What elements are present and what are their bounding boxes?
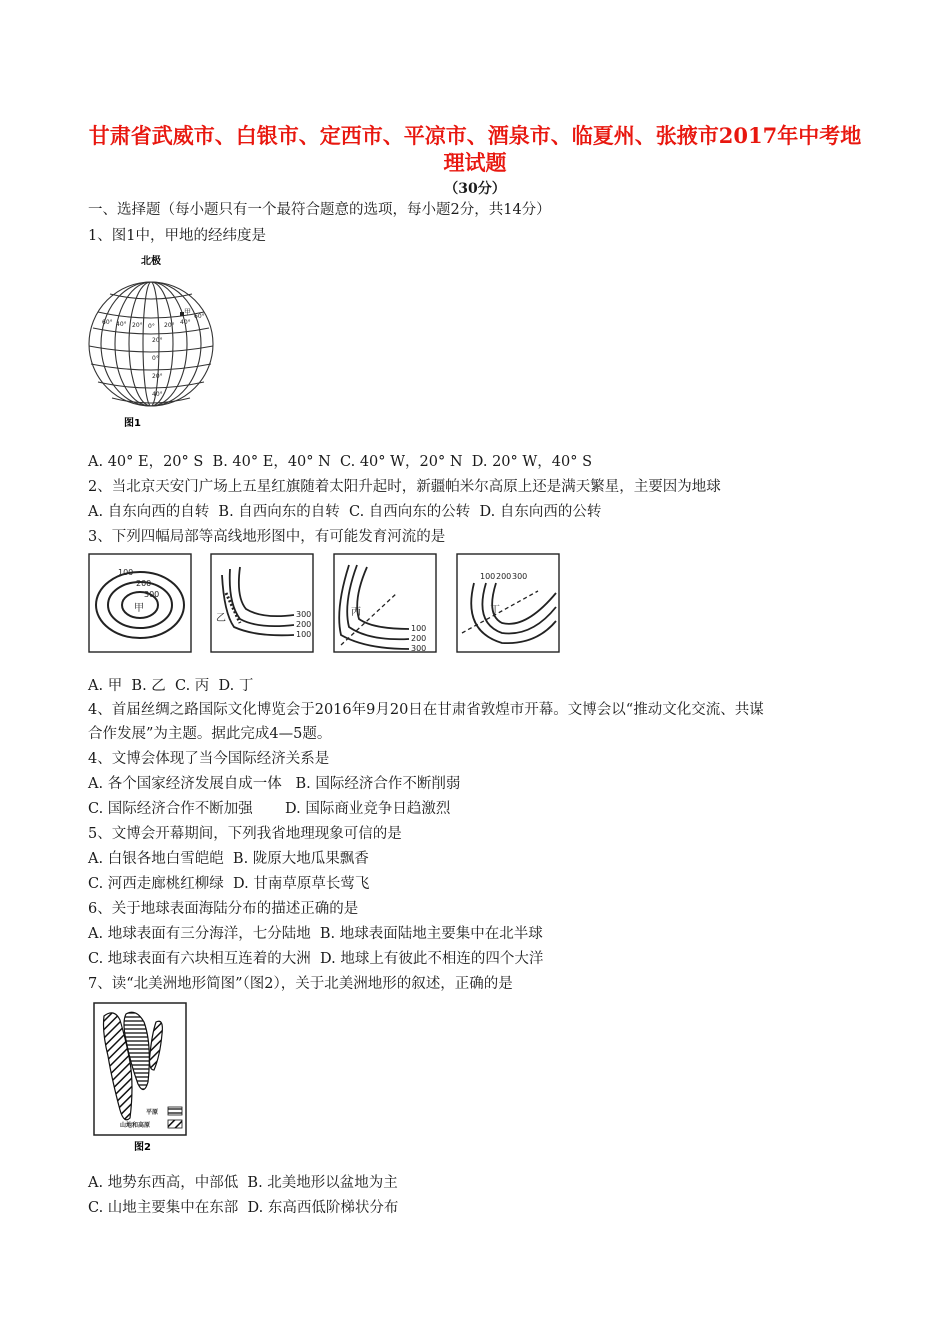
map-yi-contour-2: 200 — [296, 620, 312, 629]
legend-plain-swatch — [168, 1107, 182, 1115]
legend-plain-label: 平原 — [146, 1109, 159, 1116]
title-line-1: 甘肃省武威市、白银市、定西市、平凉市、酒泉市、临夏州、张掖市2017年中考地 — [88, 123, 862, 148]
map-jia-label: 甲 — [134, 603, 144, 614]
q7-options-2: C. 山地主要集中在东部 D. 东高西低阶梯状分布 — [88, 1200, 399, 1216]
map-bing-label: 丙 — [351, 607, 361, 618]
eastern-highlands — [150, 1021, 163, 1070]
map-ding-label: 丁 — [490, 605, 500, 616]
q1-stem: 1、图1中，甲地的经纬度是 — [88, 228, 266, 244]
q5-stem: 5、文博会开幕期间，下列我省地理现象可信的是 — [88, 826, 402, 842]
q1-options: A. 40° E，20° S B. 40° E，40° N C. 40° W，20° N D. 20° W，40° S — [88, 454, 593, 470]
contour-map-yi — [210, 553, 314, 653]
q6-options-1: A. 地球表面有三分海洋，七分陆地 B. 地球表面陆地主要集中在北半球 — [88, 926, 543, 942]
map-yi-label: 乙 — [216, 613, 226, 624]
q45-intro-line-2: 合作发展”为主题。据此完成4—5题。 — [88, 726, 332, 742]
map-bing-contour-3: 300 — [411, 644, 427, 653]
location-jia-label: 甲 — [184, 308, 191, 316]
q3-stem: 3、下列四幅局部等高线地形图中，有可能发育河流的是 — [88, 529, 446, 545]
legend-mountain-swatch — [168, 1120, 182, 1128]
contour-map-bing — [333, 553, 437, 653]
q2-options: A. 自东向西的自转 B. 自西向东的自转 C. 自西向东的公转 D. 自东向西的公转 — [88, 504, 602, 520]
north-pole-label: 北极 — [141, 256, 161, 267]
q6-options-2: C. 地球表面有六块相互连着的大洲 D. 地球上有彼此不相连的四个大洋 — [88, 951, 544, 967]
q45-intro-line-1: 4、首届丝绸之路国际文化博览会于2016年9月20日在甘肃省敦煌市开幕。文博会以“推动文化交流、共谋 — [88, 702, 764, 718]
q5-options-2: C. 河西走廊桃红柳绿 D. 甘南草原草长莺飞 — [88, 876, 370, 892]
map-jia-contour-2: 200 — [136, 579, 152, 588]
q7-stem: 7、读“北美洲地形简图”（图2），关于北美洲地形的叙述，正确的是 — [88, 976, 513, 992]
q4-options-2: C. 国际经济合作不断加强 D. 国际商业竞争日趋激烈 — [88, 801, 451, 817]
figure-2-north-america — [90, 1000, 190, 1160]
location-jia-marker — [180, 312, 184, 316]
map-jia-contour-3: 300 — [144, 590, 160, 599]
title-line-2: 理试题 — [443, 150, 507, 175]
q4-options-1: A. 各个国家经济发展自成一体 B. 国际经济合作不断削弱 — [88, 776, 461, 792]
page-title — [60, 122, 890, 176]
lat-label-1: 20° — [152, 337, 163, 344]
lon-label-1: 60° — [102, 319, 113, 326]
q6-stem: 6、关于地球表面海陆分布的描述正确的是 — [88, 901, 359, 917]
q5-options-1: A. 白银各地白雪皑皑 B. 陇原大地瓜果飘香 — [88, 851, 369, 867]
lat-label-4: 40° — [152, 391, 163, 398]
contour-map-jia — [88, 553, 192, 653]
section-heading: 一、选择题（每小题只有一个最符合题意的选项，每小题2分，共14分） — [88, 202, 551, 218]
lon-label-3: 20° — [132, 322, 143, 329]
q3-options: A. 甲 B. 乙 C. 丙 D. 丁 — [88, 678, 254, 694]
figure-2-caption: 图2 — [134, 1142, 151, 1153]
map-jia-contour-1: 100 — [118, 568, 134, 577]
globe-grid — [89, 282, 213, 406]
map-ding-contour-1: 100 — [480, 572, 496, 581]
lon-label-7: 60° — [194, 313, 205, 320]
map-bing-contour-1: 100 — [411, 624, 427, 633]
lat-label-2: 0° — [152, 355, 159, 362]
lon-label-2: 40° — [116, 321, 127, 328]
q2-stem: 2、当北京天安门广场上五星红旗随着太阳升起时，新疆帕米尔高原上还是满天繁星，主要因为地球 — [88, 479, 721, 495]
map-yi-contour-1: 300 — [296, 610, 312, 619]
lon-label-6: 40° — [180, 319, 191, 326]
map-yi-contour-3: 100 — [296, 630, 312, 639]
lon-label-5: 20° — [164, 322, 175, 329]
figure-1-globe — [86, 254, 216, 434]
legend-mountain-label: 山地和高原 — [120, 1122, 151, 1129]
lat-label-3: 20° — [152, 373, 163, 380]
lon-label-4: 0° — [148, 323, 155, 330]
figure-1-caption: 图1 — [124, 418, 141, 429]
q7-options-1: A. 地势东西高，中部低 B. 北美地形以盆地为主 — [88, 1175, 398, 1191]
map-ding-contour-2: 200 — [496, 572, 512, 581]
contour-map-ding — [456, 553, 560, 653]
map-ding-contour-3: 300 — [512, 572, 528, 581]
score-note: （30分） — [444, 181, 506, 197]
q4-stem: 4、文博会体现了当今国际经济关系是 — [88, 751, 330, 767]
map-bing-contour-2: 200 — [411, 634, 427, 643]
